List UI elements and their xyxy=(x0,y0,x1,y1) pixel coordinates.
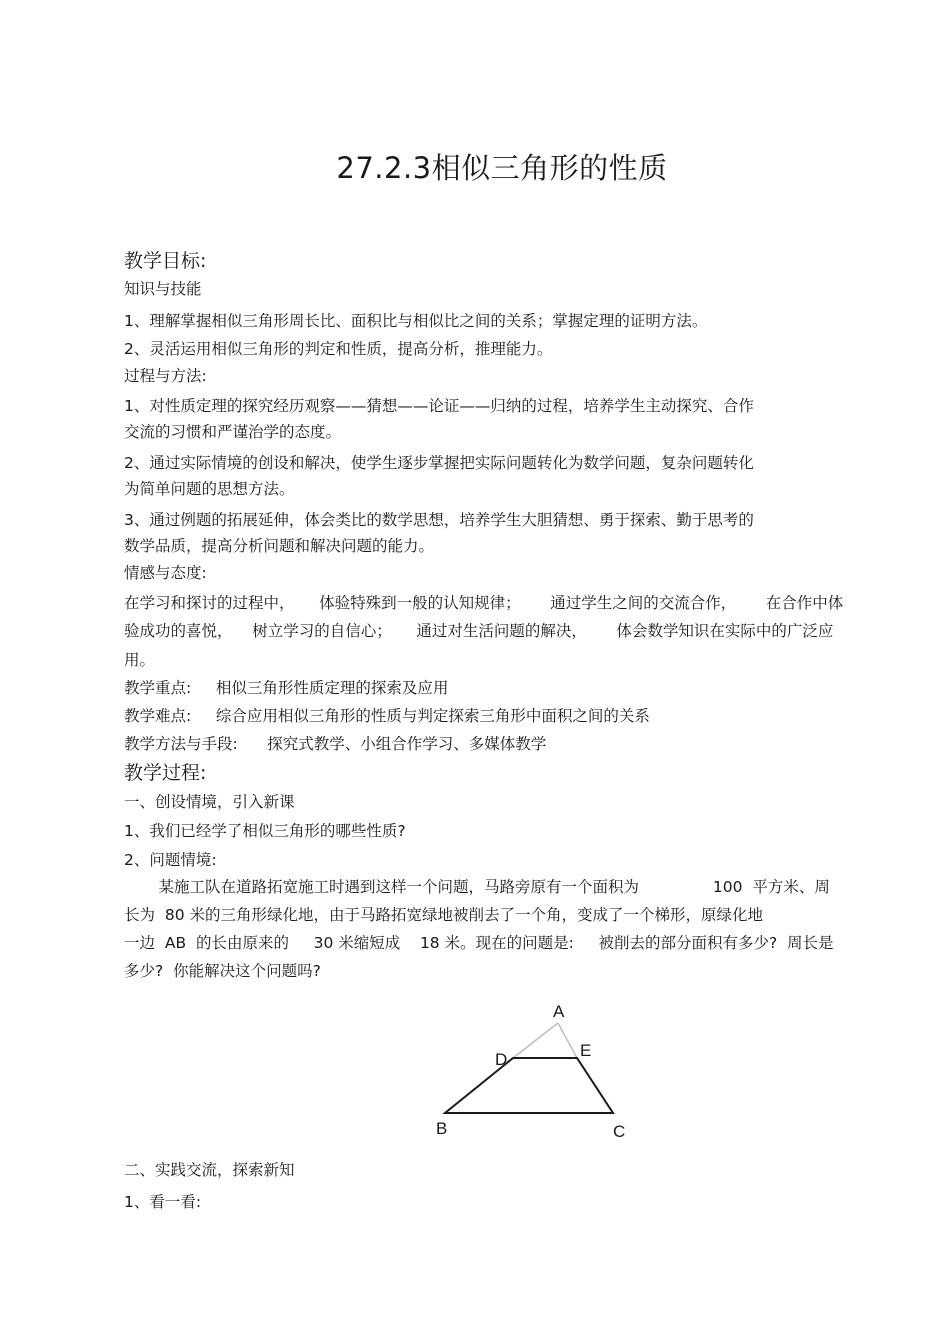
scenario-line: 多少? 你能解决这个问题吗? xyxy=(124,962,321,980)
section-2-heading: 二、实践交流，探索新知 xyxy=(124,1161,295,1179)
label-b: B xyxy=(436,1119,448,1138)
label-c: C xyxy=(613,1122,626,1141)
process-line: 2、通过实际情境的创设和解决，使学生逐步掌握把实际问题转化为数学问题，复杂问题转化 xyxy=(124,454,754,472)
emotion-line: 在学习和探讨的过程中， 体验特殊到一般的认知规律； 通过学生之间的交流合作， 在合作中体 xyxy=(124,594,844,612)
process-line: 1、对性质定理的探究经历观察——猜想——论证——归纳的过程，培养学生主动探究、合作 xyxy=(124,397,754,415)
section-1-heading: 一、创设情境，引入新课 xyxy=(124,793,295,811)
scenario-line: 一边 AB 的长由原来的 30 米缩短成 18 米。现在的问题是: 被削去的部分面积有多少? 周长是 xyxy=(124,934,834,952)
process-line: 交流的习惯和严谨治学的态度。 xyxy=(124,423,342,441)
knowledge-heading: 知识与技能 xyxy=(124,280,202,298)
knowledge-item: 2、灵活运用相似三角形的判定和性质，提高分析，推理能力。 xyxy=(124,340,553,358)
emotion-line: 用。 xyxy=(124,651,156,669)
triangle-diagram xyxy=(420,995,650,1145)
teaching-goals-heading: 教学目标: xyxy=(124,250,207,272)
knowledge-item: 1、理解掌握相似三角形周长比、面积比与相似比之间的关系；掌握定理的证明方法。 xyxy=(124,312,708,330)
teaching-process-heading: 教学过程: xyxy=(124,762,207,784)
question-2: 2、问题情境: xyxy=(124,851,217,869)
difficulty: 教学难点: 综合应用相似三角形的性质与判定探索三角形中面积之间的关系 xyxy=(124,707,650,725)
key-point: 教学重点: 相似三角形性质定理的探索及应用 xyxy=(124,679,449,697)
page-title: 27.2.3相似三角形的性质 xyxy=(336,151,668,185)
label-d: D xyxy=(495,1050,508,1069)
question-1: 1、我们已经学了相似三角形的哪些性质? xyxy=(124,822,406,840)
process-line: 数学品质，提高分析问题和解决问题的能力。 xyxy=(124,537,435,555)
scenario-line: 某施工队在道路拓宽施工时遇到这样一个问题，马路旁原有一个面积为 100 平方米、周 xyxy=(124,878,830,896)
process-heading: 过程与方法: xyxy=(124,367,207,385)
process-line: 为简单问题的思想方法。 xyxy=(124,480,295,498)
edge-ae xyxy=(558,1023,577,1058)
edge-ad xyxy=(513,1023,558,1058)
emotion-heading: 情感与态度: xyxy=(124,564,207,582)
look-heading: 1、看一看: xyxy=(124,1193,202,1211)
methods: 教学方法与手段: 探究式教学、小组合作学习、多媒体教学 xyxy=(124,735,547,753)
scenario-line: 长为 80 米的三角形绿化地，由于马路拓宽绿地被削去了一个角，变成了一个梯形，原绿化地 xyxy=(124,906,764,924)
label-e: E xyxy=(580,1041,592,1060)
trapezoid-dbce xyxy=(445,1058,613,1113)
label-a: A xyxy=(553,1002,565,1021)
emotion-line: 验成功的喜悦， 树立学习的自信心； 通过对生活问题的解决， 体会数学知识在实际中的广泛应 xyxy=(124,622,834,640)
process-line: 3、通过例题的拓展延伸，体会类比的数学思想，培养学生大胆猜想、勇于探索、勤于思考的 xyxy=(124,511,754,529)
